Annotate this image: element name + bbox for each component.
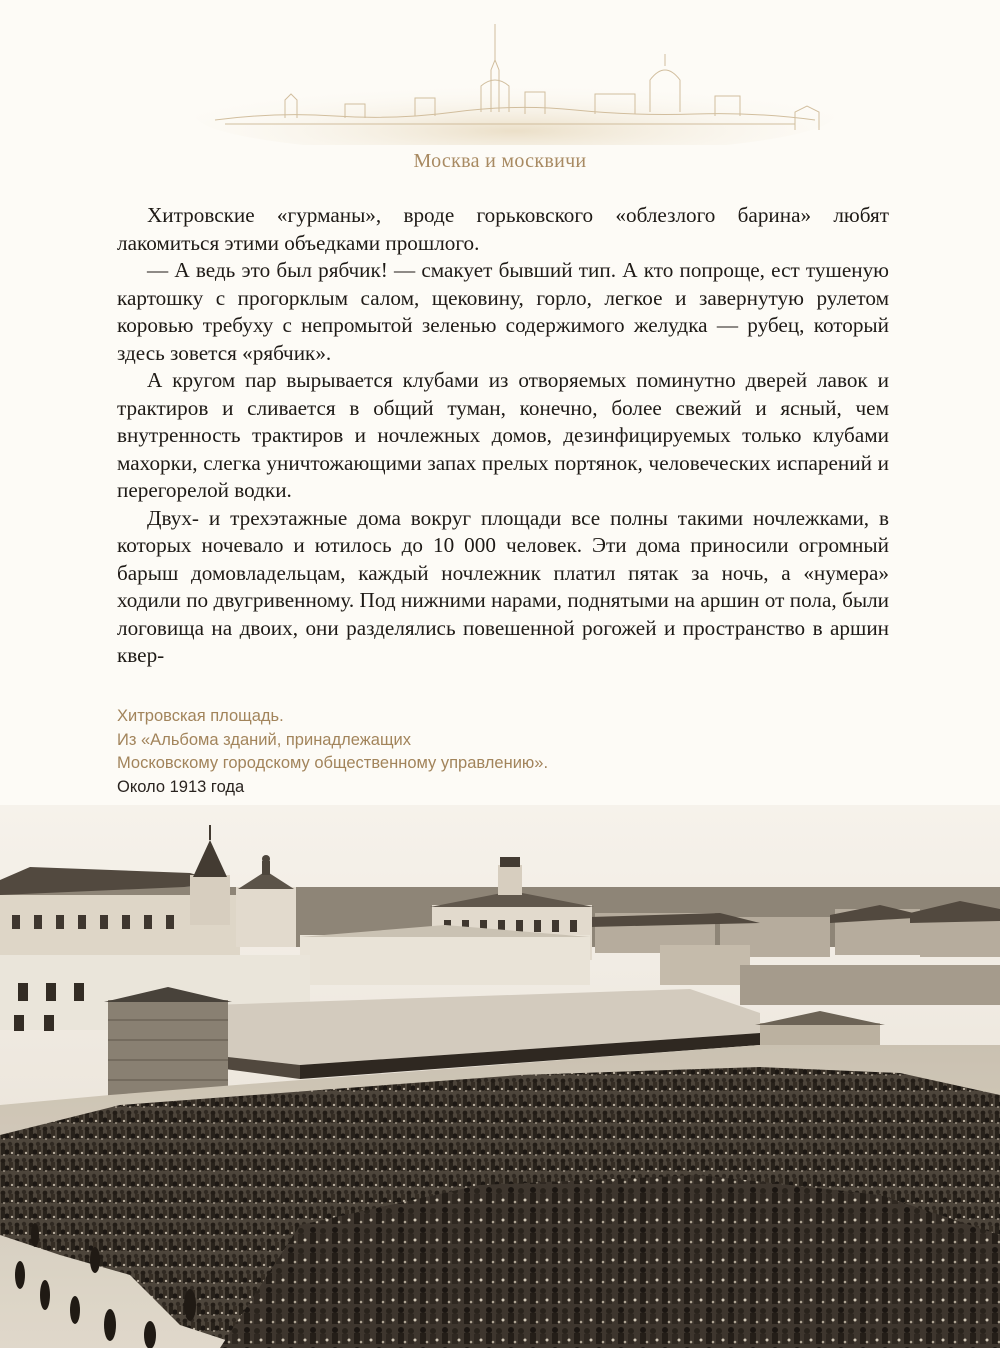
caption-line-3: Московскому городскому общественному управлению». <box>117 754 549 772</box>
body-text <box>117 202 889 670</box>
historical-photo <box>0 805 1000 1348</box>
paragraph-4: Двух- и трехэтажные дома вокруг площади все полны такими ночлежками, в которых ночевало и ютилось до 10 000 человек. Эти дома приносили огромный барыш домовладельцам, каждый ночлежник платил пятак за ночь, а «нумера» ходили по двугривенному. Под нижними нарами, поднятыми на аршин от пола, были логовища на двоих, они разделялись повешенной рогожей и пространство в аршин квер- <box>117 505 889 667</box>
paragraph-3: А кругом пар вырывается клубами из отворяемых поминутно дверей лавок и трактиров и сливается в общий туман, конечно, более свежий и ясный, чем внутренность трактиров и ночлежных домов, дезинфицируемых только клубами махорки, слегка уничтожающими запах прелых портянок, человеческих испарений и перегорелой водки. <box>117 368 889 502</box>
skyline-header-illustration <box>195 20 835 145</box>
paragraph-2: — А ведь это был рябчик! — смакует бывший тип. А кто попроще, ест тушеную картошку с прогорклым салом, щековину, горло, легкое и завернутую рулетом коровью требуху с непромытой зеленью содержимого желудка — рубец, который здесь зовется «рябчик». <box>117 258 889 365</box>
running-head: Москва и москвичи <box>413 150 587 172</box>
caption-line-2: Из «Альбома зданий, принадлежащих <box>117 730 411 749</box>
caption-line-4: Около 1913 года <box>117 777 245 796</box>
paragraph-1: Хитровские «гурманы», вроде горьковского «облезлого барина» любят лакомиться этими объедками прошлого. <box>117 203 889 255</box>
caption-line-1: Хитровская площадь. <box>117 707 284 725</box>
photo-caption <box>117 705 717 799</box>
